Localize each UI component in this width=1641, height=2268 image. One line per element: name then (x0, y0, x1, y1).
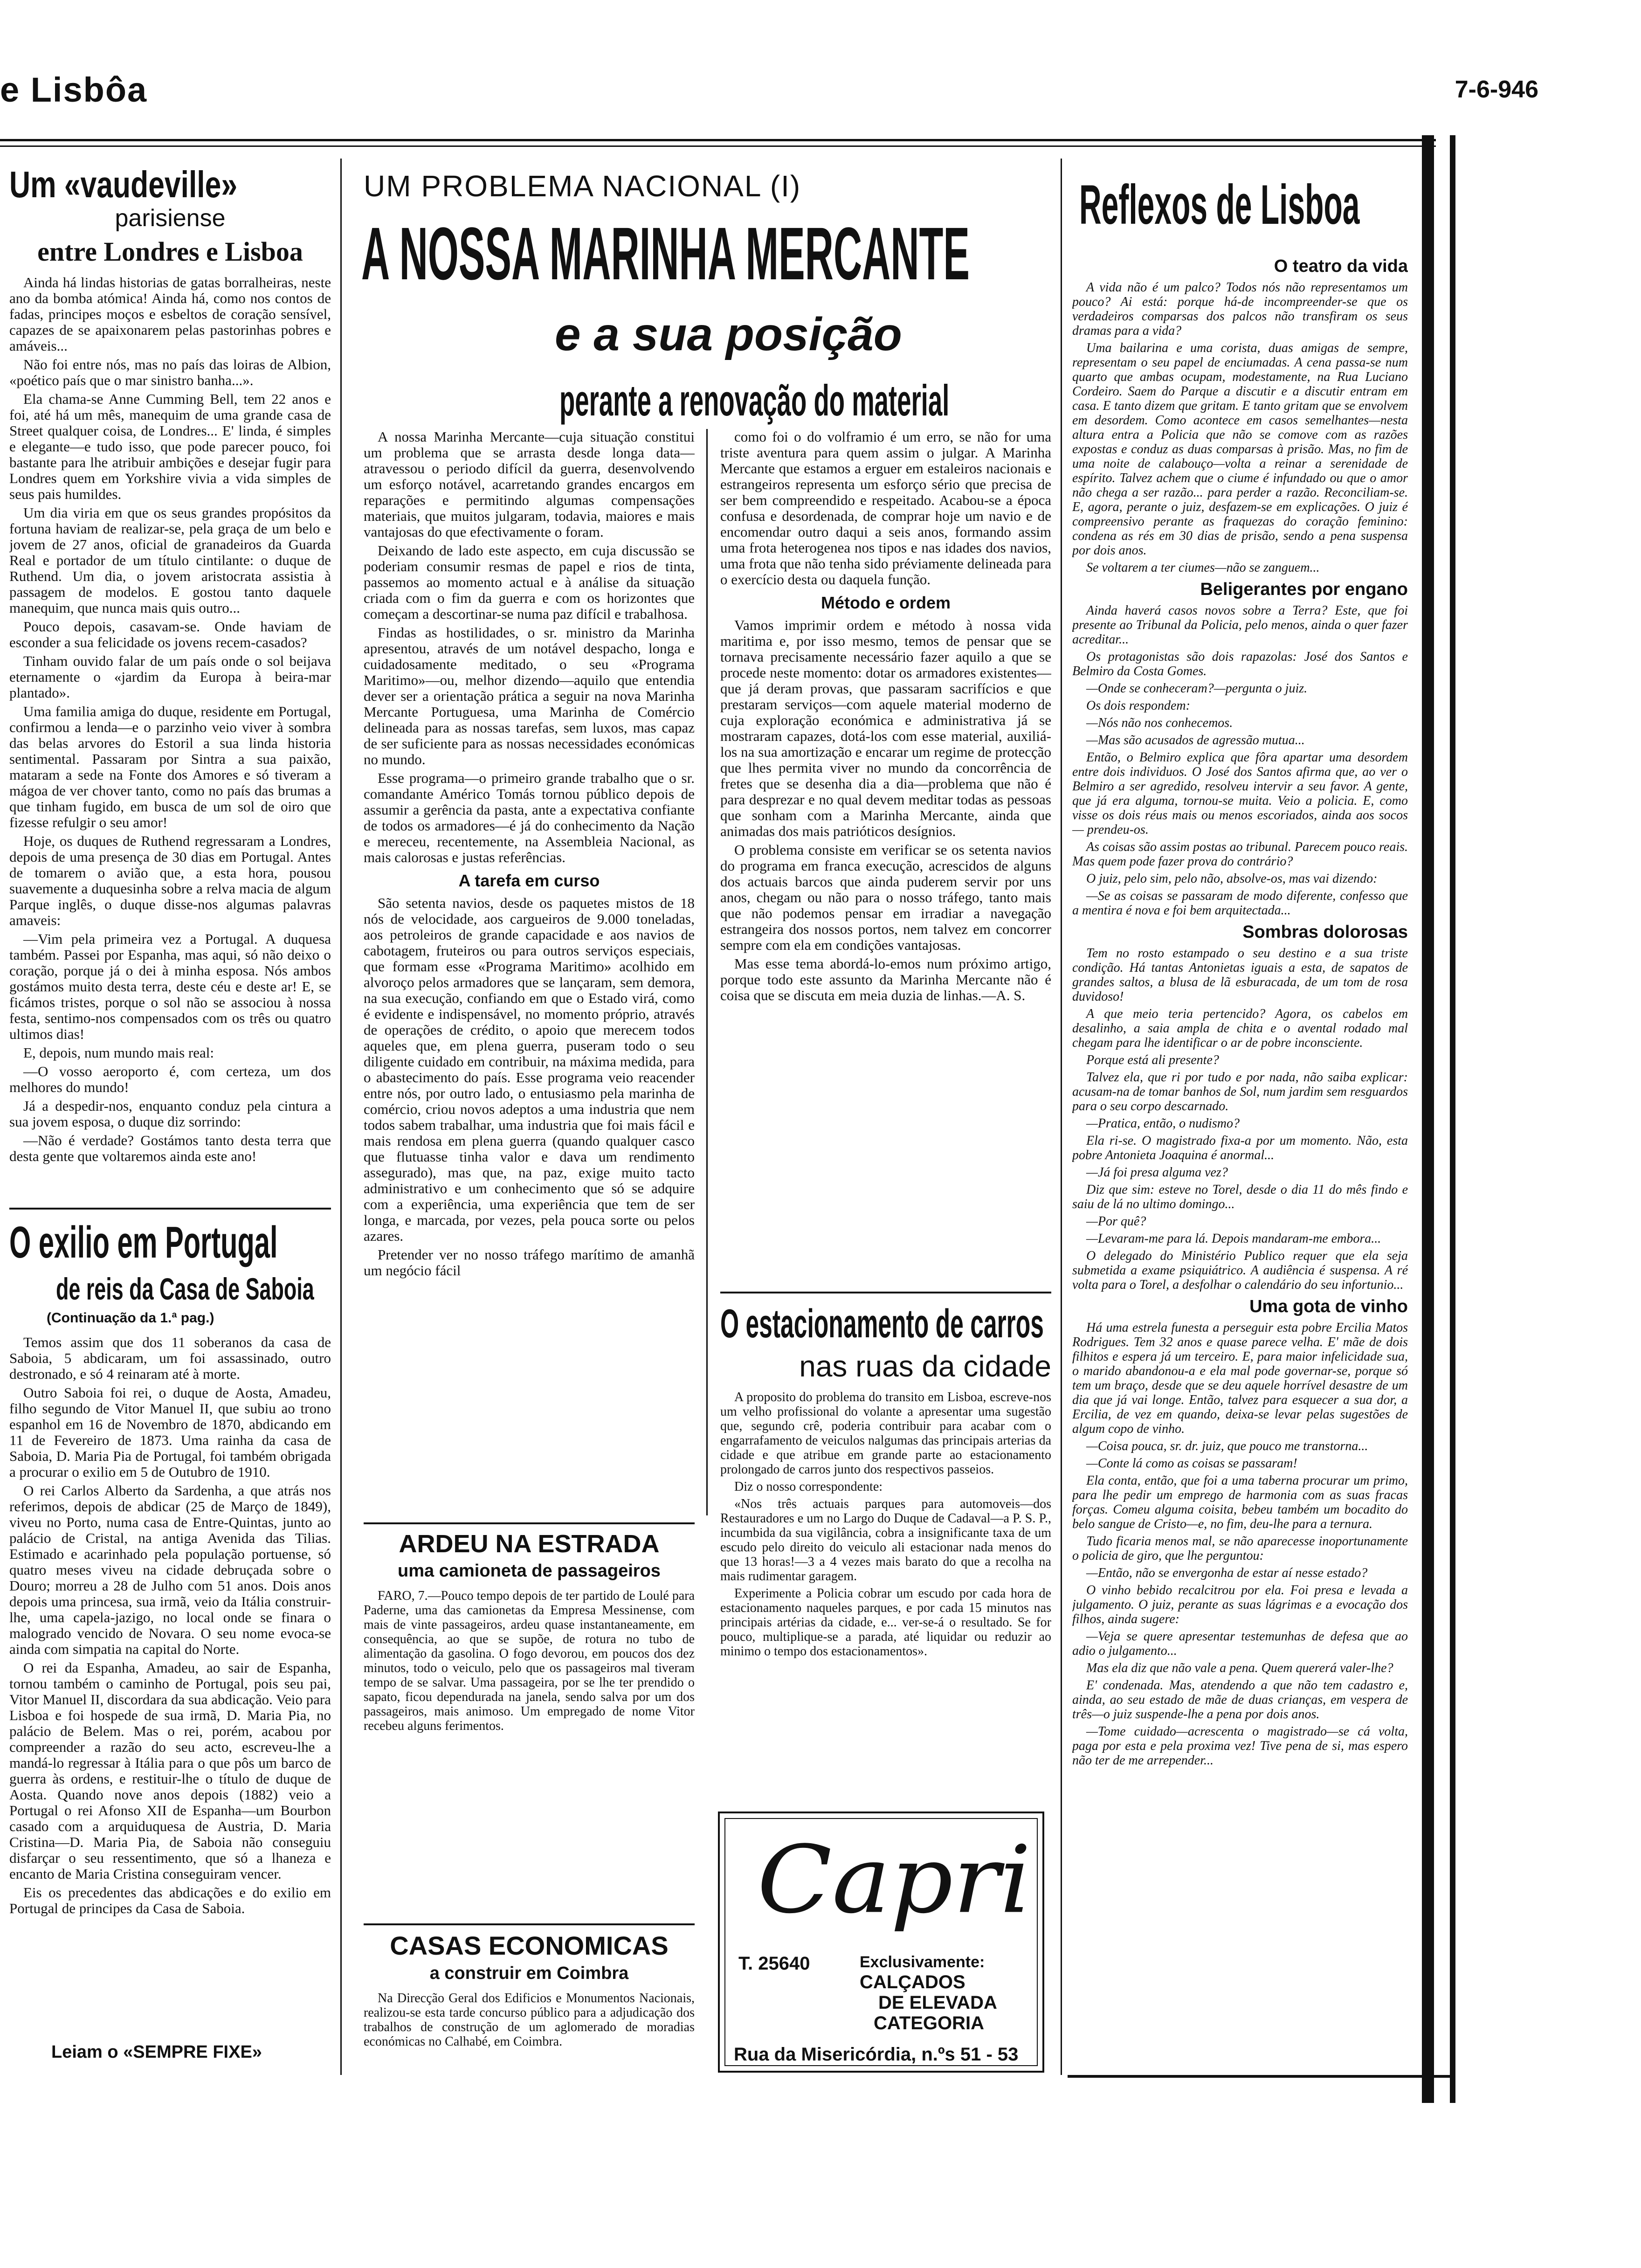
subheading: Método e ordem (820, 593, 951, 612)
casas-sub: a construir em Coimbra (429, 1964, 629, 1983)
paragraph: «Nos três actuais parques para automoveis—dos Restauradores e um no Largo do Duque de Cadaval—a P. S. P., incumbida da sua vigilância, cobra a insignificante taxa de um escudo pelo direito do veiculo ali estacionar nada menos do que 13 horas!—3 a 4 vezes mais barato do que a recolha na mais rudimentar garagem. (720, 1497, 1051, 1583)
paragraph: Uma familia amiga do duque, residente em Portugal, confirmou a lenda—e o parzinho veio viver à sombra das belas arvores do Estoril a sua linda historia sentimental. Passaram por Sintra a sua paixão, mataram a sede na Fonte dos Amores e só tiveram a mágoa de ver chover tanto, como no país das brumas a que tinham fugido, em busca de um sol de oiro que fizesse refulgir o seu amor! (9, 703, 331, 830)
paragraph: FARO, 7.—Pouco tempo depois de ter partido de Loulé para Paderne, uma das camionetas da Empresa Messinense, com mais de vinte passageiros, ardeu quase instantaneamente, em consequência, ao que se supõe, de rotura no tubo de alimentação da gasolina. O fogo devorou, em poucos dos dez minutos, todo o veiculo, pelo que os passageiros mal tiveram tempo de se salvar. Uma passageira, por se lhe ter prendido o sapato, ficou dependurada na janela, sendo salva por um dos passageiros, mais animoso. Um empregado de nome Vitor recebeu alguns ferimentos. (364, 1589, 695, 1733)
paragraph: O problema consiste em verificar se os setenta navios do programa em franca execução, acrescidos de alguns dos actuais barcos que ainda puderem servir por uns anos, chegam ou não para o nosso tráfego, tanto mais que não podemos pensar em irradiar a navegação estrangeira dos nossos portos, nem talvez em concorrer sempre com ela em condições vantajosas. (720, 842, 1051, 953)
right-frame-left (1422, 135, 1434, 2103)
estacionamento-sub: nas ruas da cidade (799, 1349, 1051, 1383)
capri-phone: T. 25640 (738, 1953, 810, 1974)
col-separator-2 (706, 429, 708, 1515)
capri-address: Rua da Misericórdia, n.ºs 51 - 53 (734, 2044, 1019, 2065)
marinha-subhead1: e a sua posição (555, 308, 902, 360)
paragraph: Uma bailarina e uma corista, duas amigas de sempre, representam o seu papel de enciumadas. A cena passa-se num quarto que ambas ocupam, modestamente, na Rua Luciano Cordeiro. Saem do Parque a discutir e a discutir entram em casa. E tanto dizem que gritam. E tanto gritam que se envolvem em desordem. Como acontece em casos semelhantes—nesta altura entra a Policia que não se comove com as razões expostas e conduz as duas comparsas à prisão. Mas, no fim de uma noite de calabouço—volta a reinar a serenidade de espírito. Talvez achem que o ciume é infundado ou que o amor não chega a ser razão... para perder a razão. Reconciliam-se. E, agora, perante o juiz, desfazem-se em explicações. O juiz é compreensivo perante as fraquezas do coração feminino: condena as rés em 30 dias de prisão, sendo a pena suspensa por dois anos. (1072, 341, 1408, 558)
vaudeville-sub2: entre Londres e Lisboa (37, 236, 303, 267)
paragraph: Diz o nosso correspondente: (734, 1480, 883, 1494)
paragraph: Pretender ver no nosso tráfego marítimo de amanhã um negócio fácil (364, 1246, 695, 1279)
section-heading: Beligerantes por engano (1200, 580, 1408, 599)
paragraph: A que meio teria pertencido? Agora, os cabelos em desalinho, a saia ampla de chita e o avental rodado mal chegam para lhe identificar o ar de pobre inconsciente. (1072, 1007, 1408, 1050)
reflexos-title: Reflexos de Lisboa (1079, 173, 1360, 236)
capri-line1: Exclusivamente: (860, 1953, 985, 1971)
vaudeville-title: Um «vaudeville» (9, 164, 238, 205)
divider-ardeu (364, 1522, 695, 1524)
paragraph: Mas ela diz que não vale a pena. Quem quererá valer-lhe? (1086, 1661, 1393, 1675)
header-rule-bottom (0, 145, 1436, 147)
ardeu-sub: uma camioneta de passageiros (398, 1561, 661, 1581)
col-separator-3 (1061, 159, 1062, 2075)
paragraph: Ela conta, então, que foi a uma taberna procurar um primo, para lhe pedir um emprego de harmonia com as suas fracas forças. Comeu alguma coisita, bebeu também um bocadito do belo sangue de Cristo—e, no fim, deu-lhe para a ternura. (1072, 1473, 1408, 1531)
paragraph: —Não é verdade? Gostámos tanto desta terra que desta gente que voltaremos ainda este ano! (9, 1132, 331, 1164)
paragraph: O rei Carlos Alberto da Sardenha, a que atrás nos referimos, depois de abdicar (25 de Março de 1849), viveu no Porto, numa casa de Entre-Quintas, junto ao palácio de Cristal, na antiga Avenida das Tilias. Estimado e acarinhado pela população portuense, só quatro meses viveu na cidade debruçada sobre o Douro; morreu a 28 de Julho com 51 anos. Dois anos depois uma princesa, sua irmã, veio da Itália construir-lhe, uma capela-jazigo, no local onde se finara o malogrado vencido de Novara. O seu nome evoca-se ainda com simpatia na capital do Norte. (9, 1482, 331, 1657)
marinha-kicker: UM PROBLEMA NACIONAL (I) (364, 169, 801, 203)
marinha-col-a (364, 429, 695, 1511)
subheading: A tarefa em curso (458, 871, 600, 890)
header-title: e Lisbôa (0, 70, 148, 109)
paragraph: Pouco depois, casavam-se. Onde haviam de esconder a sua felicidade os jovens recem-casados? (9, 618, 331, 650)
exilio-section (9, 1217, 331, 2080)
paragraph: Ela ri-se. O magistrado fixa-a por um momento. Não, esta pobre Antonieta Joaquina é anormal... (1072, 1134, 1408, 1162)
capri-line2: CALÇADOS (860, 1972, 965, 1992)
reflexos-column (1072, 252, 1408, 2070)
paragraph: —Veja se quere apresentar testemunhas de defesa que ao adio o julgamento... (1072, 1629, 1408, 1658)
paragraph: Temos assim que dos 11 soberanos da casa de Saboia, 5 abdicaram, um foi assassinado, outro destronado, e só 4 reinaram até à morte. (9, 1334, 331, 1382)
casas-section (364, 1930, 695, 2080)
paragraph: O vinho bebido recalcitrou por ela. Foi presa e levada a julgamento. O juiz, perante as suas lágrimas e a evocação dos filhos, ainda sugere: (1072, 1583, 1408, 1626)
right-frame-bottom (1068, 2075, 1455, 2078)
paragraph: Diz que sim: esteve no Torel, desde o dia 11 do mês findo e saiu de lá no ultimo domingo... (1072, 1182, 1408, 1211)
paragraph: Ainda haverá casos novos sobre a Terra? Este, que foi presente ao Tribunal da Policia, pelo menos, ainda o quer fazer acreditar... (1072, 603, 1408, 647)
paragraph: —Nós não nos conhecemos. (1086, 716, 1233, 730)
paragraph: —Coisa pouca, sr. dr. juiz, que pouco me transtorna... (1086, 1439, 1368, 1453)
paragraph: —O vosso aeroporto é, com certeza, um dos melhores do mundo! (9, 1063, 331, 1095)
paragraph: O rei da Espanha, Amadeu, ao sair de Espanha, tornou também o caminho de Portugal, pois seu pai, Vitor Manuel II, discordara da sua abdicação. Veio para Lisboa e foi hospede de sua irmã, D. Maria Pia, no palácio de Belem. Mas o rei, porém, acabou por compreender a razão do seu acto, escreveu-lhe a mandá-lo regressar à Itália para o que pôs um barco de guerra às ordens, e restituir-lhe o título de duque de Aosta. Quando nove anos depois (1882) veio a Portugal o rei Afonso XII de Espanha—um Bourbon casado com a arquiduquesa de Austria, D. Maria Cristina—D. Maria Pia, de Saboia não conseguiu disfarçar o seu ressentimento, que só a lhaneza e encanto de Maria Cristina conseguiram vencer. (9, 1660, 331, 1882)
paragraph: —Pratica, então, o nudismo? (1086, 1116, 1240, 1131)
exilio-cont: (Continuação da 1.ª pag.) (47, 1310, 214, 1326)
paragraph: Então, o Belmiro explica que fôra apartar uma desordem entre dois individuos. O José dos Santos afirma que, ao ver o Belmiro a ser agredido, resolveu intervir a seu favor. A gente, que já era alguma, tornou-se muita. Veio a policia. E, como visse os dois réus mais ou menos escoriados, ainda aos socos — prendeu-os. (1072, 750, 1408, 837)
page-header (0, 70, 1641, 107)
paragraph: Findas as hostilidades, o sr. ministro da Marinha apresentou, através de um notável despacho, longa e cuidadosamente meditado, o seu «Programa Maritimo»—ou, melhor dizendo—aquilo que entendia dever ser a orientação prática a seguir na nova Marinha Mercante Portuguesa, uma Marinha de Comércio delineada para as nossas tarefas, sem luxos, mas capaz de ser suficiente para as nossas necessidades económicas no mundo. (364, 624, 695, 768)
paragraph: O delegado do Ministério Publico requer que ela seja submetida a exame psiquiátrico. A audiência é suspensa. A ré volta para o Torel, a desfolhar o calendário do seu infortunio... (1072, 1249, 1408, 1292)
paragraph: Eis os precedentes das abdicações e do exilio em Portugal de principes da Casa de Saboia. (9, 1884, 331, 1916)
paragraph: Os dois respondem: (1086, 698, 1190, 713)
paragraph: Talvez ela, que ri por tudo e por nada, não saiba explicar: acusam-na de tomar banhos de Sol, num jardim sem resguardos para o seu corpo descarnado. (1072, 1070, 1408, 1113)
paragraph: —Conte lá como as coisas se passaram! (1086, 1456, 1297, 1471)
left-divider (9, 1208, 331, 1210)
divider-casas (364, 1923, 695, 1925)
paragraph: São setenta navios, desde os paquetes mistos de 18 nós de velocidade, aos cargueiros de 9.000 toneladas, aos petroleiros de grande capacidade e aos navios de cabotagem, fruteiros ou para outros serviços especiais, que formam esse «Programa Maritimo» acolhido em alvoroço pelos armadores que se lançaram, sem demora, na sua execução, confiando em que o Estado virá, como é evidente e indispensável, no momento próprio, através de operações de crédito, o apoio que merecem todos aqueles que, em plena guerra, puseram todo o seu diligente cuidado em contribuir, na máxima medida, para o abastecimento do país. Esse programa veio reacender entre nós, por outro lado, o entusiasmo pela marinha de comércio, criou novos adeptos a uma industria que nem todos sabem trabalhar, uma industria que foi mais fácil e mais rendosa em plena guerra (quando qualquer casco que flutuasse tinha valor e dava um rendimento assegurado), mas que, na paz, exige muito tacto administrativo e um conhecimento que só se adquire com a experiência, uma experiência que tem de ser longa, e marcada, por vezes, pela pouca sorte ou pelos azares. (364, 895, 695, 1244)
paragraph: Esse programa—o primeiro grande trabalho que o sr. comandante Américo Tomás tornou público depois de assumir a gerência da pasta, ante a expectativa confiante de todos os armadores—é já do conhecimento da Nação e mereceu, recentemente, na Assembleia Nacional, as mais calorosas e justas referências. (364, 770, 695, 865)
ardeu-section (364, 1529, 695, 1902)
paragraph: Hoje, os duques de Ruthend regressaram a Londres, depois de uma presença de 30 dias em Portugal. Antes de tomarem o avião que, a esta hora, pousou suavemente a duquesinha sobre a relva macia de algum Parque inglês, o duque disse-nos algumas palavras amaveis: (9, 833, 331, 928)
right-frame-right (1450, 135, 1455, 2103)
paragraph: Outro Saboia foi rei, o duque de Aosta, Amadeu, filho segundo de Vitor Manuel II, que subiu ao trono espanhol em 16 de Novembro de 1870, abdicando em 11 de Fevereiro de 1873. Uma rainha da casa de Saboia, D. Maria Pia de Portugal, foi também obrigada a procurar o exilio em 5 de Outubro de 1910. (9, 1384, 331, 1480)
paragraph: Vamos imprimir ordem e método à nossa vida maritima e, por isso mesmo, temos de pensar que se tornava precisamente necessário fazer aquilo a que se procede neste momento: dotar os armadores existentes—que já deram provas, que passaram sacrifícios e que prestaram serviços—com aquele material moderno de cuja exploração económica e administrativa já se mostraram capazes, dotá-los com esse material, auxiliá-los na sua amortização e encarar um regime de protecção que lhes permita viver no mundo da concorrência de fretes que se desenha dia a dia—problema que não é para desprezar e no qual devem meditar todas as pessoas que sonham com a Marinha Mercante, ainda que animadas dos mais patrióticos desígnios. (720, 617, 1051, 839)
paragraph: —Mas são acusados de agressão mutua... (1086, 733, 1305, 747)
paragraph: Ela chama-se Anne Cumming Bell, tem 22 anos e foi, até há um mês, manequim de uma grande casa de Street qualquer coisa, de Londres... E' linda, é simples e elegante—e tudo isso, que pode parecer pouco, foi bastante para lhe atribuir ambições e desejar fugir para Londres quem em Yorkshire vivia a vida simples de seus pais humildes. (9, 391, 331, 502)
paragraph: E' condenada. Mas, atendendo a que não tem cadastro e, ainda, ao seu estado de mãe de duas crianças, em vespera de três—o juiz suspende-lhe a pena por dois anos. (1072, 1678, 1408, 1722)
paragraph: Tudo ficaria menos mal, se não aparecesse inoportunamente o policia de giro, que lhe perguntou: (1072, 1534, 1408, 1563)
paragraph: Um dia viria em que os seus grandes propósitos da fortuna haviam de realizar-se, pela graça de um belo e jovem de 27 anos, oficial de granadeiros da Guarda Real e portador de um título cintilante: o duque de Ruthend. Um dia, o jovem aristocrata assistia à passagem de modelos. E gostou tanto daquele manequim, que nunca mais quis outro... (9, 505, 331, 616)
paragraph: Tinham ouvido falar de um país onde o sol beijava eternamente o «jardim da Europa à beira-mar plantado». (9, 653, 331, 701)
vaudeville-body (9, 275, 331, 1164)
divider-marinha-end (720, 1292, 1051, 1293)
paragraph: O juiz, pelo sim, pelo não, absolve-os, mas vai dizendo: (1086, 871, 1378, 886)
marinha-col-b (720, 429, 1051, 1287)
paragraph: —Vim pela primeira vez a Portugal. A duquesa também. Passei por Espanha, mas aqui, só não deixo o coração, porque já o dei à minha esposa. Nós ambos gostámos muito desta terra, deste céu e deste ar! E, se ficámos tristes, porque o sol não se associou à nossa festa, sentimo-nos compensados com os três ou quatro ultimos dias! (9, 931, 331, 1042)
exilio-title: O exilio em Portugal (9, 1217, 278, 1267)
capri-advertisement (718, 1812, 1044, 2073)
paragraph: —Então, não se envergonha de estar aí nesse estado? (1086, 1566, 1368, 1580)
marinha-headline: A NOSSA MARINHA MERCANTE (361, 212, 970, 295)
paragraph: —Onde se conheceram?—pergunta o juiz. (1086, 681, 1308, 696)
section-heading: Sombras dolorosas (1242, 922, 1408, 942)
paragraph: Se voltarem a ter ciumes—não se zanguem... (1086, 560, 1320, 575)
estacionamento-title: O estacionamento de carros (720, 1301, 1044, 1346)
paragraph: —Por quê? (1086, 1214, 1146, 1229)
section-heading: Uma gota de vinho (1249, 1297, 1408, 1316)
capri-line4: CATEGORIA (874, 2013, 985, 2033)
paragraph: A proposito do problema do transito em Lisboa, escreve-nos um velho profissional do volante a apresentar uma sugestão que, segundo crê, poderia contribuir para acabar com o engarrafamento de veiculos nalgumas das principais arterias da cidade e que atribue em grande parte ao estacionamento prolongado de carros junto dos respectivos passeios. (720, 1390, 1051, 1477)
casas-title: CASAS ECONOMICAS (390, 1931, 669, 1960)
paragraph: Na Direcção Geral dos Edificios e Monumentos Nacionais, realizou-se esta tarde concurso público para a adjudicação dos trabalhos de construção de um aglomerado de moradias económicas no Calhabé, em Coimbra. (364, 1991, 695, 2049)
paragraph: Tem no rosto estampado o seu destino e a sua triste condição. Há tantas Antonietas iguais a esta, de sapatos de grandes saltos, a blusa de lã esburacada, de um tom de rosa duvidoso! (1072, 946, 1408, 1004)
header-rule-top (0, 139, 1436, 141)
capri-line3: DE ELEVADA (878, 1992, 997, 2013)
section-heading: O teatro da vida (1274, 256, 1408, 276)
exilio-sub: de reis da Casa de Saboia (56, 1272, 314, 1306)
paragraph: Deixando de lado este aspecto, em cuja discussão se poderiam consumir resmas de papel e rios de tinta, passemos ao momento actual e à análise da situação criada com o fim da guerra e com os horizontes que começam a descortinar-se numa paz difícil e trabalhosa. (364, 542, 695, 622)
paragraph: —Levaram-me para lá. Depois mandaram-me embora... (1086, 1231, 1381, 1246)
paragraph: Porque está ali presente? (1086, 1053, 1219, 1067)
paragraph: Não foi entre nós, mas no país das loiras de Albion, «poético país que o mar sinistro banha...». (9, 356, 331, 388)
paragraph: como foi o do volframio é um erro, se não for uma triste aventura para quem assim o julgar. A Marinha Mercante que estamos a erguer em estaleiros nacionais e estrangeiros representa um esforço sério que precisa de ser bem compreendido e respeitado. Acabou-se a época confusa e desordenada, de comprar hoje um navio e de encomendar outro daqui a seis anos, formando assim uma frota heterogenea nos tipos e nas idades dos navios, uma frota que não tenha sido préviamente delineada para o exercício desta ou daquela função. (720, 429, 1051, 588)
paragraph: A nossa Marinha Mercante—cuja situação constitui um problema que se arrasta desde longa data—atravessou o periodo difícil da guerra, desenvolvendo um esforço notável, acarretando grandes encargos em reparações e permitindo algumas compensações materiais, que muitos julgaram, todavia, maiores e mais vantajosas do que efectivamente o foram. (364, 429, 695, 540)
header-date: 7-6-946 (1455, 76, 1538, 103)
estacionamento-section (720, 1301, 1051, 1819)
exilio-footer: Leiam o «SEMPRE FIXE» (51, 2042, 262, 2062)
vaudeville-sub1: parisiense (115, 205, 226, 232)
paragraph: Os protagonistas são dois rapazolas: José dos Santos e Belmiro da Costa Gomes. (1072, 650, 1408, 678)
paragraph: —Se as coisas se passaram de modo diferente, confesso que a mentira é nova e foi bem arquitectada... (1072, 889, 1408, 918)
capri-brand: Capri (757, 1825, 1031, 1934)
paragraph: Há uma estrela funesta a perseguir esta pobre Ercilia Matos Rodrigues. Tem 32 anos e quase parece velha. E' mãe de dois filhitos e espera já um terceiro. E, para maior infelicidade sua, o marido abandonou-a e ela mal pode governar-se, porque só tem um braço, desde que se deu aquele horrível desastre de um dia que já vai longe. Então, talvez para esquecer a sua dor, a Ercilia, de vez em quando, deixa-se levar pelas sugestões de algum copo de vinho. (1072, 1321, 1408, 1436)
paragraph: A vida não é um palco? Todos nós não representamos um pouco? Ai está: porque há-de incompreender-se que os verdadeiros comparsas dos palcos não transfiram os seus dramas para a vida? (1072, 280, 1408, 338)
paragraph: Mas esse tema abordá-lo-emos num próximo artigo, porque todo este assunto da Marinha Mercante não é coisa que se discuta em meia duzia de linhas.—A. S. (720, 955, 1051, 1003)
paragraph: E, depois, num mundo mais real: (23, 1044, 214, 1061)
paragraph: —Tome cuidado—acrescenta o magistrado—se cá volta, paga por esta e pela proxima vez! Tive pena de si, mas espero não ter de me arrepender... (1072, 1724, 1408, 1768)
col-separator-1 (340, 159, 342, 2075)
paragraph: Já a despedir-nos, enquanto conduz pela cintura a sua jovem esposa, o duque diz sorrindo: (9, 1098, 331, 1130)
ardeu-title: ARDEU NA ESTRADA (399, 1530, 660, 1558)
paragraph: —Já foi presa alguma vez? (1086, 1165, 1228, 1180)
paragraph: Ainda há lindas historias de gatas borralheiras, neste ano da bomba atómica! Ainda há, como nos contos de fadas, principes moços e esbeltos de coração sensível, capazes de se apaixonarem pelas pastorinhas pobres e amáveis... (9, 274, 331, 354)
paragraph: As coisas são assim postas ao tribunal. Parecem pouco reais. Mas quem pode fazer prova do contrário? (1072, 840, 1408, 869)
marinha-subhead2: perante a renovação do material (559, 376, 950, 425)
paragraph: Experimente a Policia cobrar um escudo por cada hora de estacionamento naqueles parques, e por cada 15 minutos nas principais artérias da cidade, e... ver-se-á o resultado. Se for pouco, multiplique-se a parada, até liquidar ou reduzir ao minimo o tempo dos estacionamentos». (720, 1586, 1051, 1659)
